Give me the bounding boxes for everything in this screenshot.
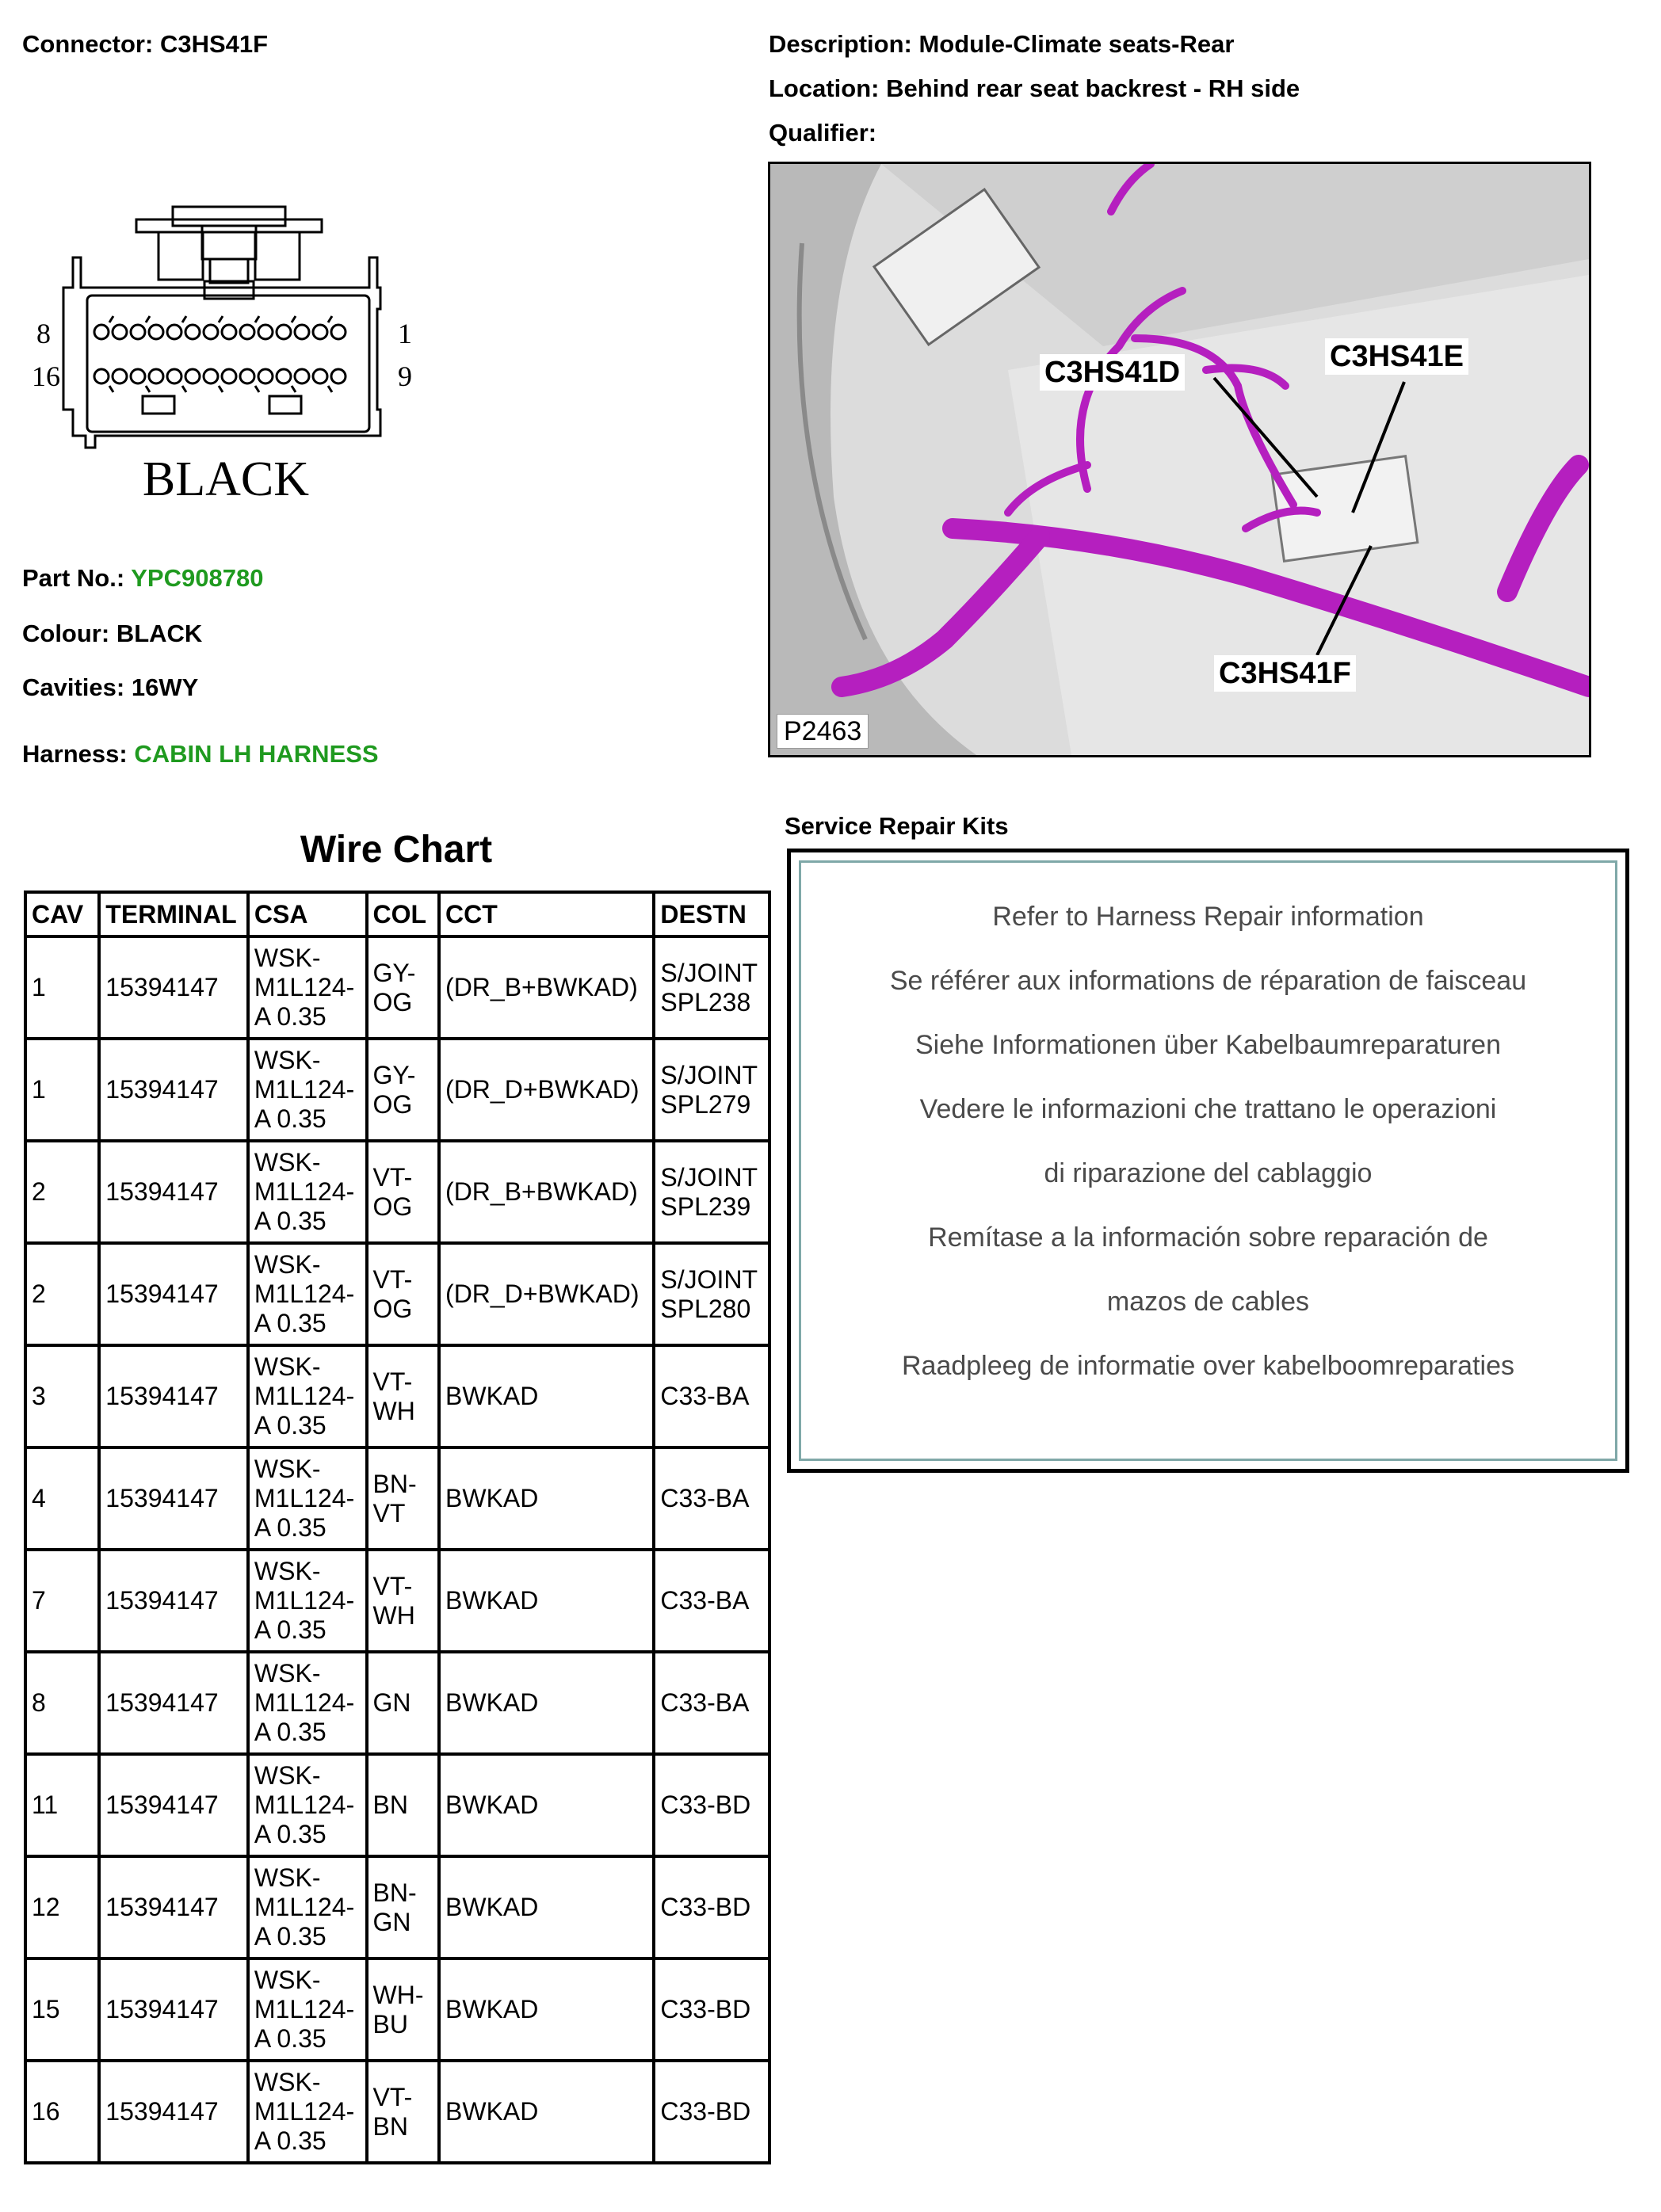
colour-value: BLACK (116, 620, 203, 647)
cell-cav: 2 (25, 1243, 99, 1345)
cell-csa: WSK-M1L124-A 0.35 (248, 1345, 367, 1447)
pin-number-top-left: 8 (36, 318, 51, 349)
srk-line-it-2: di riparazione del cablaggio (1044, 1158, 1373, 1188)
wire-chart-header-row (25, 892, 769, 936)
table-row (25, 1039, 769, 1141)
description-value: Module-Climate seats-Rear (918, 30, 1235, 58)
cell-col: VT-WH (367, 1550, 440, 1652)
cell-csa: WSK-M1L124-A 0.35 (248, 1039, 367, 1141)
srk-line-de: Siehe Informationen über Kabelbaumreparaturen (915, 1030, 1502, 1060)
cell-col: VT-OG (367, 1243, 440, 1345)
cell-terminal: 15394147 (99, 2061, 248, 2163)
cell-cct: BWKAD (439, 1652, 654, 1754)
description-heading (769, 30, 1234, 59)
cavities-value: 16WY (131, 673, 199, 701)
callout-c3hs41d: C3HS41D (1040, 354, 1185, 391)
cell-cav: 7 (25, 1550, 99, 1652)
cell-terminal: 15394147 (99, 1652, 248, 1754)
cell-csa: WSK-M1L124-A 0.35 (248, 1958, 367, 2061)
cell-terminal: 15394147 (99, 1958, 248, 2061)
connector-face-diagram (32, 202, 420, 511)
cell-destn: C33-BA (654, 1652, 769, 1754)
harness-label: Harness: (22, 740, 128, 768)
cell-col: WH-BU (367, 1958, 440, 2061)
colour-label: Colour: (22, 620, 110, 647)
cell-cct: BWKAD (439, 1958, 654, 2061)
cell-col: BN-GN (367, 1856, 440, 1958)
part-number-row (22, 564, 263, 593)
cell-cav: 12 (25, 1856, 99, 1958)
qualifier-label: Qualifier: (769, 119, 877, 147)
connector-heading (22, 30, 268, 59)
cell-cav: 15 (25, 1958, 99, 2061)
header-destn: DESTN (654, 892, 769, 936)
cell-destn: C33-BD (654, 1958, 769, 2061)
srk-line-es-1: Remítase a la información sobre reparación de (928, 1222, 1488, 1253)
table-row (25, 1243, 769, 1345)
cavities-row (22, 673, 198, 702)
cell-csa: WSK-M1L124-A 0.35 (248, 1754, 367, 1856)
table-row (25, 936, 769, 1039)
header-csa: CSA (248, 892, 367, 936)
cell-terminal: 15394147 (99, 1754, 248, 1856)
srk-line-en: Refer to Harness Repair information (992, 902, 1424, 932)
cell-csa: WSK-M1L124-A 0.35 (248, 1243, 367, 1345)
cell-cct: (DR_D+BWKAD) (439, 1243, 654, 1345)
cell-destn: C33-BA (654, 1550, 769, 1652)
location-heading (769, 74, 1300, 103)
cell-terminal: 15394147 (99, 936, 248, 1039)
cell-cct: (DR_B+BWKAD) (439, 936, 654, 1039)
cell-col: GY-OG (367, 936, 440, 1039)
cell-csa: WSK-M1L124-A 0.35 (248, 2061, 367, 2163)
cell-cct: BWKAD (439, 1754, 654, 1856)
srk-line-fr: Se référer aux informations de réparation de faisceau (889, 966, 1527, 996)
cell-csa: WSK-M1L124-A 0.35 (248, 936, 367, 1039)
cell-cct: BWKAD (439, 2061, 654, 2163)
header-cav: CAV (25, 892, 99, 936)
cell-destn: C33-BD (654, 2061, 769, 2163)
cell-terminal: 15394147 (99, 1856, 248, 1958)
table-row (25, 2061, 769, 2163)
cell-destn: S/JOINT SPL280 (654, 1243, 769, 1345)
connector-color-caption: BLACK (142, 452, 310, 506)
table-row (25, 1550, 769, 1652)
cell-destn: C33-BD (654, 1856, 769, 1958)
header-cct: CCT (439, 892, 654, 936)
table-row (25, 1141, 769, 1243)
cell-cct: (DR_D+BWKAD) (439, 1039, 654, 1141)
table-row (25, 1754, 769, 1856)
header-terminal: TERMINAL (99, 892, 248, 936)
cell-cct: BWKAD (439, 1550, 654, 1652)
pin-number-bottom-left: 16 (32, 360, 60, 392)
cell-cct: (DR_B+BWKAD) (439, 1141, 654, 1243)
cell-cav: 4 (25, 1447, 99, 1550)
cell-csa: WSK-M1L124-A 0.35 (248, 1652, 367, 1754)
header-col: COL (367, 892, 440, 936)
cell-cav: 2 (25, 1141, 99, 1243)
table-row (25, 1345, 769, 1447)
callout-c3hs41f: C3HS41F (1214, 655, 1356, 692)
part-number-link[interactable]: YPC908780 (131, 564, 264, 592)
table-row (25, 1856, 769, 1958)
location-photo (768, 162, 1591, 757)
wire-chart-body (25, 936, 769, 2163)
cell-cav: 1 (25, 1039, 99, 1141)
connector-value: C3HS41F (159, 30, 269, 58)
cell-cav: 11 (25, 1754, 99, 1856)
picture-code: P2463 (777, 714, 869, 749)
cell-destn: S/JOINT SPL279 (654, 1039, 769, 1141)
cell-col: VT-BN (367, 2061, 440, 2163)
cell-col: BN-VT (367, 1447, 440, 1550)
cell-destn: C33-BA (654, 1447, 769, 1550)
table-row (25, 1447, 769, 1550)
cell-cct: BWKAD (439, 1447, 654, 1550)
part-number-label: Part No.: (22, 564, 125, 592)
cell-destn: C33-BD (654, 1754, 769, 1856)
harness-row (22, 740, 379, 768)
cell-terminal: 15394147 (99, 1550, 248, 1652)
cell-col: BN (367, 1754, 440, 1856)
pin-number-bottom-right: 9 (398, 360, 412, 392)
cell-destn: S/JOINT SPL239 (654, 1141, 769, 1243)
cell-csa: WSK-M1L124-A 0.35 (248, 1550, 367, 1652)
cell-cct: BWKAD (439, 1345, 654, 1447)
callout-c3hs41e: C3HS41E (1325, 338, 1468, 375)
cell-cav: 3 (25, 1345, 99, 1447)
table-row (25, 1652, 769, 1754)
cell-destn: C33-BA (654, 1345, 769, 1447)
service-repair-kits-panel (787, 849, 1629, 1473)
cell-csa: WSK-M1L124-A 0.35 (248, 1141, 367, 1243)
wire-chart-table (24, 891, 771, 2164)
pin-number-top-right: 1 (398, 318, 412, 349)
cell-terminal: 15394147 (99, 1447, 248, 1550)
cell-terminal: 15394147 (99, 1345, 248, 1447)
description-label: Description: (769, 30, 912, 58)
service-repair-kits-text (799, 860, 1617, 1461)
cell-csa: WSK-M1L124-A 0.35 (248, 1447, 367, 1550)
srk-line-nl: Raadpleeg de informatie over kabelboomreparaties (901, 1351, 1515, 1381)
cell-terminal: 15394147 (99, 1243, 248, 1345)
harness-link[interactable]: CABIN LH HARNESS (134, 740, 379, 768)
cell-terminal: 15394147 (99, 1141, 248, 1243)
srk-line-es-2: mazos de cables (1106, 1287, 1310, 1317)
service-repair-kits-title: Service Repair Kits (785, 812, 1009, 840)
cell-destn: S/JOINT SPL238 (654, 936, 769, 1039)
cell-cav: 16 (25, 2061, 99, 2163)
qualifier-heading (769, 119, 876, 147)
pin-cavities (94, 316, 346, 392)
cell-col: VT-WH (367, 1345, 440, 1447)
cell-col: VT-OG (367, 1141, 440, 1243)
location-value: Behind rear seat backrest - RH side (886, 74, 1300, 102)
wire-chart-title: Wire Chart (300, 829, 493, 871)
srk-line-it-1: Vedere le informazioni che trattano le operazioni (919, 1094, 1497, 1124)
connector-label: Connector: (22, 30, 154, 58)
location-label: Location: (769, 74, 880, 102)
table-row (25, 1958, 769, 2061)
cell-csa: WSK-M1L124-A 0.35 (248, 1856, 367, 1958)
cell-cav: 1 (25, 936, 99, 1039)
cell-cct: BWKAD (439, 1856, 654, 1958)
cell-col: GN (367, 1652, 440, 1754)
colour-row (22, 620, 202, 648)
cavities-label: Cavities: (22, 673, 125, 701)
cell-col: GY-OG (367, 1039, 440, 1141)
cell-cav: 8 (25, 1652, 99, 1754)
cell-terminal: 15394147 (99, 1039, 248, 1141)
